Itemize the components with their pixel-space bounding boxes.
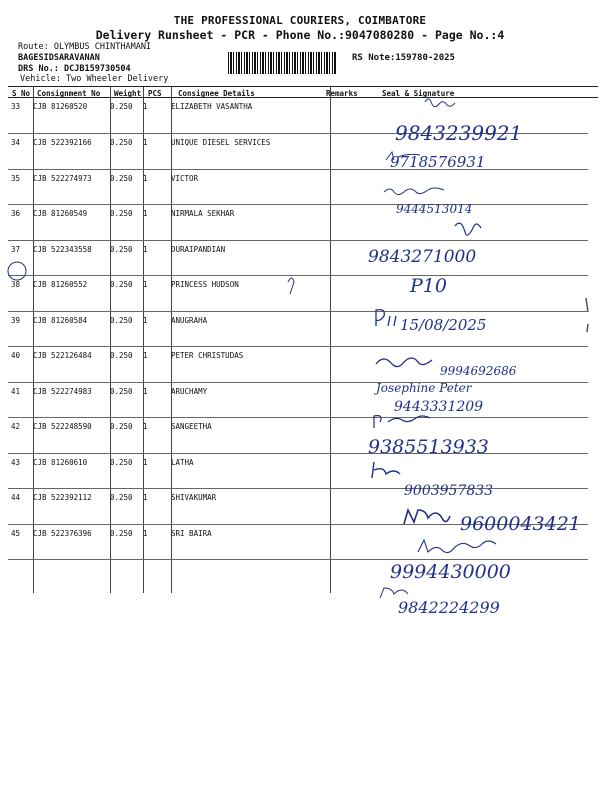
signature-scribble bbox=[418, 540, 496, 553]
signature-scribble bbox=[372, 462, 400, 478]
runsheet-subtitle: Delivery Runsheet - PCR - Phone No.:9047080280 - Page No.:4 bbox=[95, 28, 505, 42]
row-pcs: 1 bbox=[143, 386, 148, 396]
signature-42: 9003957833 bbox=[404, 483, 494, 499]
row-sno: 44 bbox=[11, 493, 21, 502]
row-consignment-no: CJB 81260549 bbox=[33, 209, 88, 218]
row-weight: 0.250 bbox=[110, 351, 133, 360]
signature-44: 9994430000 bbox=[390, 561, 511, 583]
row-pcs: 1 bbox=[143, 244, 148, 254]
signature-35: 9444513014 bbox=[396, 202, 473, 216]
row-consignment-no: CJB 522248590 bbox=[33, 422, 92, 431]
row-weight: 0.250 bbox=[110, 386, 133, 396]
row-sno: 35 bbox=[11, 173, 21, 183]
row-pcs: 1 bbox=[143, 280, 148, 289]
row-pcs: 1 bbox=[143, 457, 148, 467]
row-consignee: ANUGRAHA bbox=[171, 315, 208, 325]
row-pcs: 1 bbox=[143, 422, 148, 431]
signature-39: 9994692686 bbox=[440, 364, 517, 378]
signature-40-name: Josephine Peter bbox=[376, 381, 472, 395]
col-header-signature: Seal & Signature bbox=[382, 89, 455, 98]
row-weight: 0.250 bbox=[110, 244, 133, 254]
row-consignment-no: CJB 522274983 bbox=[33, 386, 92, 396]
row-sno: 39 bbox=[11, 315, 21, 325]
row-consignment-no: CJB 522274973 bbox=[33, 173, 92, 183]
row-sno: 40 bbox=[11, 351, 21, 360]
row-consignment-no: CJB 81260520 bbox=[33, 102, 88, 111]
row-consignment-no: CJB 522392112 bbox=[33, 493, 92, 502]
edge-mark bbox=[586, 298, 588, 332]
row-weight: 0.250 bbox=[110, 173, 133, 183]
row-sno: 41 bbox=[11, 386, 21, 396]
row-sno: 38 bbox=[11, 280, 21, 289]
signature-45: 9842224299 bbox=[398, 598, 500, 617]
signature-scribble bbox=[404, 510, 450, 524]
route-label: Route: OLYMBUS CHINTHAMANI bbox=[18, 42, 152, 52]
row-weight: 0.250 bbox=[110, 138, 133, 147]
signature-scribble bbox=[376, 358, 432, 367]
row-sno: 36 bbox=[11, 209, 21, 218]
row-weight: 0.250 bbox=[110, 315, 133, 325]
row-consignee: PETER CHRISTUDAS bbox=[171, 351, 244, 360]
signature-scribble bbox=[380, 588, 408, 598]
col-header-sno: S No bbox=[12, 89, 31, 98]
row-sno: 45 bbox=[11, 528, 21, 538]
row-consignment-no: CJB 81260610 bbox=[33, 457, 88, 467]
row-sno: 42 bbox=[11, 422, 21, 431]
row-consignment-no: CJB 81260552 bbox=[33, 280, 88, 289]
row-weight: 0.250 bbox=[110, 209, 133, 218]
row-consignment-no: CJB 522392166 bbox=[33, 138, 92, 147]
signature-scribble bbox=[374, 416, 430, 428]
signature-38: 15/08/2025 bbox=[400, 316, 487, 334]
rs-date: RS Note:159780-2025 bbox=[352, 53, 455, 63]
row-weight: 0.250 bbox=[110, 457, 133, 467]
row-pcs: 1 bbox=[143, 173, 148, 183]
row-pcs: 1 bbox=[143, 351, 148, 360]
row-sno: 33 bbox=[11, 102, 21, 111]
row-pcs: 1 bbox=[143, 528, 148, 538]
row-pcs: 1 bbox=[143, 102, 148, 111]
row-consignee: SHIVAKUMAR bbox=[171, 493, 217, 502]
delivery-boy-label: BAGESIDSARAVANAN bbox=[18, 53, 100, 63]
signature-40-phone: 9443331209 bbox=[394, 399, 484, 415]
signature-scribble bbox=[376, 310, 396, 326]
row-weight: 0.250 bbox=[110, 493, 133, 502]
row-weight: 0.250 bbox=[110, 422, 133, 431]
row-pcs: 1 bbox=[143, 138, 148, 147]
signature-36: 9843271000 bbox=[368, 247, 477, 267]
row-weight: 0.250 bbox=[110, 528, 133, 538]
row-pcs: 1 bbox=[143, 315, 148, 325]
signature-scribble bbox=[384, 188, 444, 195]
signature-33: 9843239921 bbox=[395, 121, 523, 145]
row-consignee: UNIQUE DIESEL SERVICES bbox=[171, 138, 271, 147]
col-header-remarks: Remarks bbox=[326, 89, 358, 98]
drs-number: DRS No.: DCJB159730504 bbox=[18, 64, 131, 74]
row-consignment-no: CJB 522376396 bbox=[33, 528, 92, 538]
row-consignment-no: CJB 522126484 bbox=[33, 351, 92, 360]
company-title: THE PROFESSIONAL COURIERS, COIMBATORE bbox=[173, 14, 427, 27]
row-consignee: NIRMALA SEKHAR bbox=[171, 209, 235, 218]
row-consignment-no: CJB 81260584 bbox=[33, 315, 88, 325]
signature-34: 9718576931 bbox=[390, 153, 486, 171]
row-sno: 43 bbox=[11, 457, 21, 467]
row-consignee: ARUCHAMY bbox=[171, 386, 208, 396]
row-consignee: SANGEETHA bbox=[171, 422, 212, 431]
signature-scribble bbox=[455, 223, 481, 235]
row-sno: 37 bbox=[11, 244, 21, 254]
vehicle-label: Vehicle: Two Wheeler Delivery bbox=[20, 74, 169, 84]
col-header-consignee: Consignee Details bbox=[178, 89, 255, 98]
row-consignment-no: CJB 522343558 bbox=[33, 244, 92, 254]
col-header-consignment: Consignment No bbox=[37, 89, 101, 98]
row-consignee: LATHA bbox=[171, 457, 194, 467]
row-consignee: SRI BAIRA bbox=[171, 528, 212, 538]
row-weight: 0.250 bbox=[110, 102, 133, 111]
signature-scribble bbox=[425, 99, 455, 107]
row-pcs: 1 bbox=[143, 493, 148, 502]
col-header-weight: Weight bbox=[114, 89, 142, 98]
row-consignee: PRINCESS HUDSON bbox=[171, 280, 239, 289]
col-header-pcs: PCS bbox=[148, 89, 162, 98]
signature-43: 9600043421 bbox=[460, 513, 581, 535]
circle-mark bbox=[8, 262, 26, 280]
row-consignee: ELIZABETH VASANTHA bbox=[171, 102, 253, 111]
signature-41: 9385513933 bbox=[368, 436, 489, 458]
row-sno: 34 bbox=[11, 138, 21, 147]
signature-37: P10 bbox=[410, 275, 447, 297]
row-weight: 0.250 bbox=[110, 280, 133, 289]
row-pcs: 1 bbox=[143, 209, 148, 218]
signature-scribble bbox=[288, 278, 294, 294]
row-consignee: VICTOR bbox=[171, 173, 199, 183]
row-consignee: DURAIPANDIAN bbox=[171, 244, 226, 254]
